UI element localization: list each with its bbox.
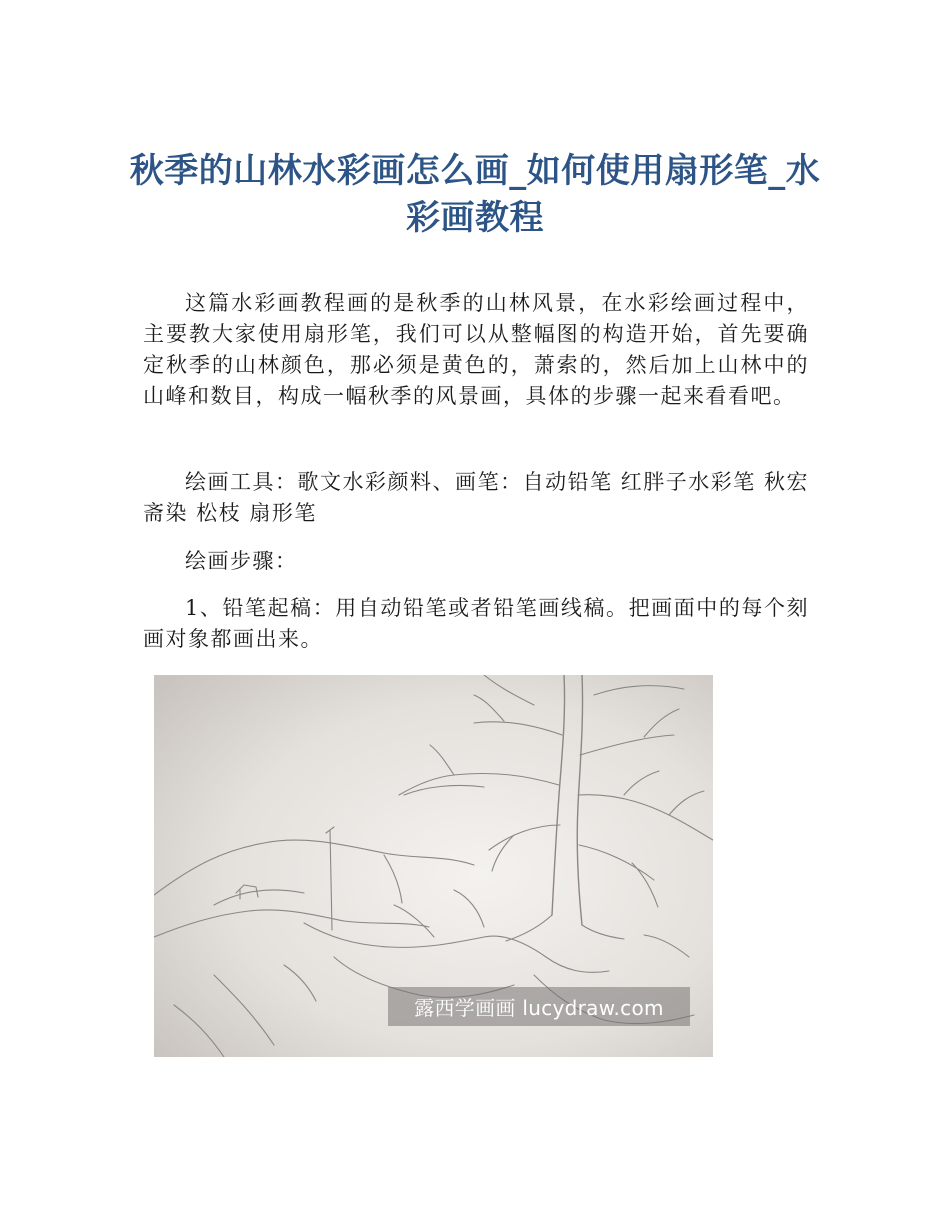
step-1-paragraph: 1、铅笔起稿：用自动铅笔或者铅笔画线稿。把画面中的每个刻画对象都画出来。 — [143, 596, 809, 651]
tools-paragraph: 绘画工具：歌文水彩颜料、画笔：自动铅笔 红胖子水彩笔 秋宏斋染 松枝 扇形笔 — [143, 470, 809, 525]
image-watermark: 露西学画画 lucydraw.com — [388, 987, 690, 1026]
article-title: 秋季的山林水彩画怎么画_如何使用扇形笔_水彩画教程 — [129, 151, 821, 238]
steps-heading: 绘画步骤： — [185, 549, 298, 573]
intro-paragraph: 这篇水彩画教程画的是秋季的山林风景，在水彩绘画过程中，主要教大家使用扇形笔，我们可以从整幅图的构造开始，首先要确定秋季的山林颜色，那必须是黄色的，萧索的，然后加上山林中的山峰和数目，构成一幅秋季的风景画，具体的步骤一起来看看吧。 — [143, 291, 809, 408]
